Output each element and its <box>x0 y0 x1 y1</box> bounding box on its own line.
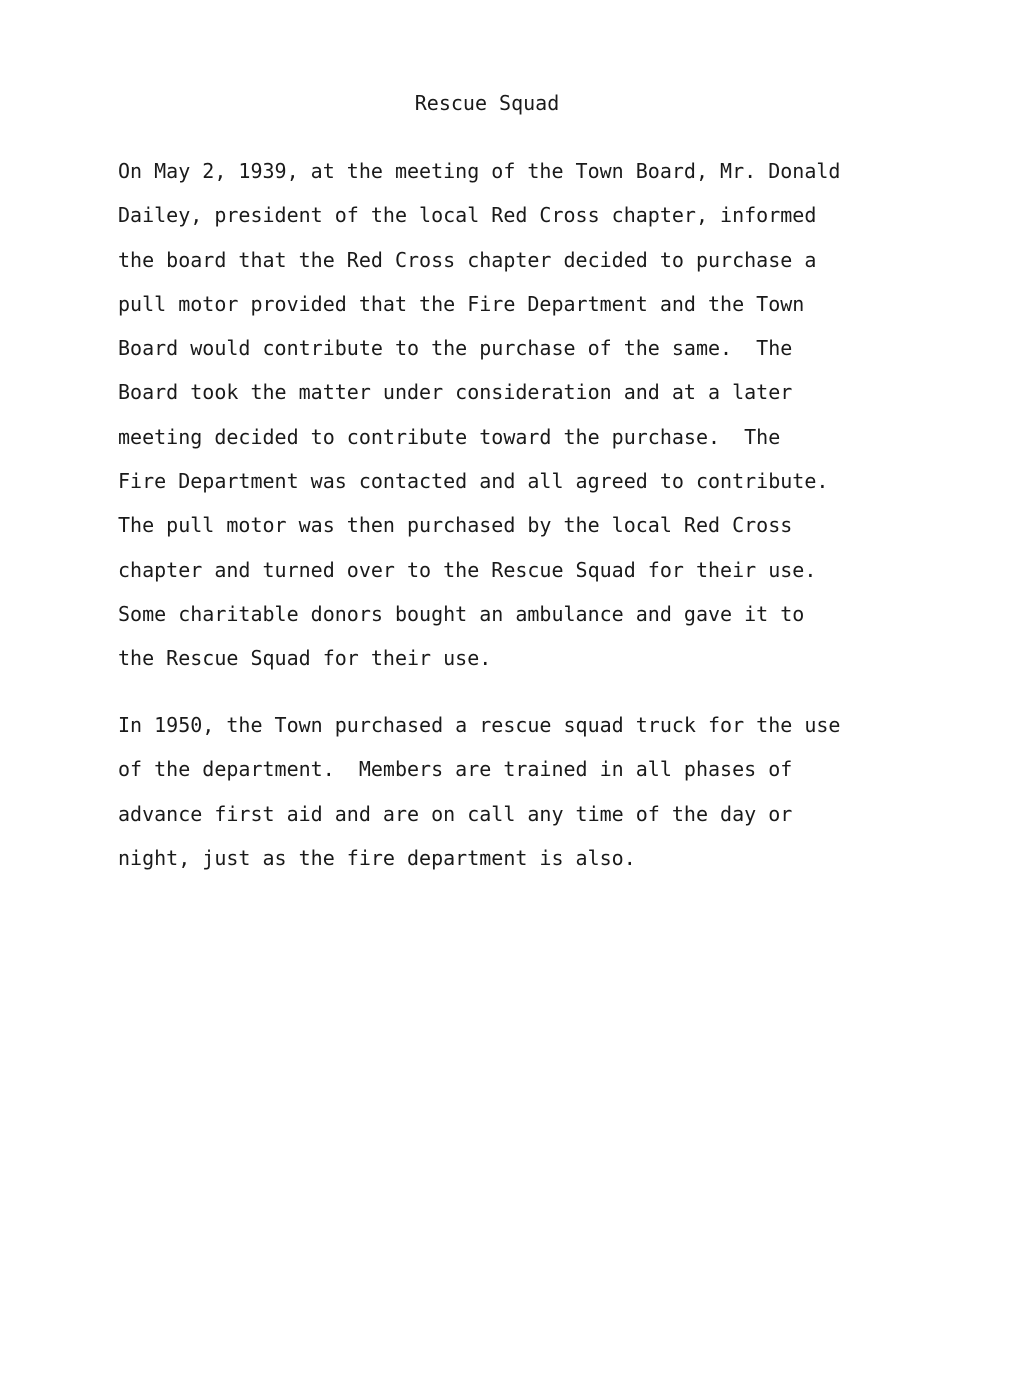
paragraph-1 <box>118 156 840 688</box>
text-line: pull motor provided that the Fire Department and the Town <box>118 291 805 316</box>
text-line: The pull motor was then purchased by the local Red Cross <box>118 513 793 538</box>
text-line: Some charitable donors bought an ambulance and gave it to <box>118 601 805 626</box>
text-line: the Rescue Squad for their use. <box>118 646 492 671</box>
text-line: the board that the Red Cross chapter decided to purchase a <box>118 247 817 272</box>
text-line: meeting decided to contribute toward the purchase. The <box>118 424 781 449</box>
text-line: Dailey, president of the local Red Cross chapter, informed <box>118 203 817 228</box>
text-line: In 1950, the Town purchased a rescue squad truck for the use <box>118 713 841 737</box>
text-line: night, just as the fire department is also. <box>118 845 636 870</box>
document-title: Rescue Squad <box>414 91 560 115</box>
text-line: advance first aid and are on call any time of the day or <box>118 801 793 826</box>
text-line: chapter and turned over to the Rescue Squad for their use. <box>118 557 817 582</box>
text-line: Board took the matter under consideration and at a later <box>118 380 793 405</box>
text-line: On May 2, 1939, at the meeting of the Town Board, Mr. Donald <box>118 159 841 183</box>
paragraph-2 <box>118 710 840 887</box>
text-line: Board would contribute to the purchase of the same. The <box>118 336 793 361</box>
text-line: of the department. Members are trained in all phases of <box>118 757 793 782</box>
text-line: Fire Department was contacted and all agreed to contribute. <box>118 469 829 494</box>
